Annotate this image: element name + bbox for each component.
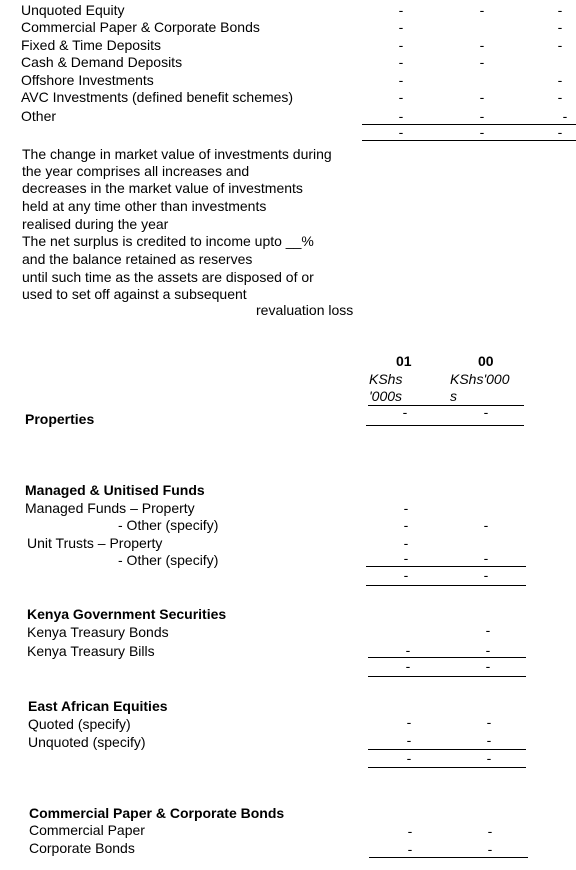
value-dash: - (557, 72, 563, 88)
value-dash: - (403, 517, 409, 533)
list-item: Offshore Investments (21, 72, 154, 88)
value-dash: - (398, 19, 404, 35)
subtotal-line (368, 749, 526, 750)
table-row: - Other (specify) (118, 552, 219, 568)
section-heading: Properties (25, 411, 95, 427)
note-line: revaluation loss (256, 302, 354, 318)
column-unit: '000s (369, 388, 403, 404)
table-row: - Other (specify) (118, 517, 219, 533)
total-line (366, 425, 524, 426)
total-line (368, 767, 526, 768)
total-dash: - (398, 124, 404, 140)
total-dash: - (483, 567, 489, 583)
value-dash: - (403, 535, 409, 551)
section-heading: Commercial Paper & Corporate Bonds (29, 805, 285, 821)
value-dash: - (398, 2, 404, 18)
value-dash: - (557, 2, 563, 18)
table-row: Kenya Treasury Bills (27, 643, 155, 659)
list-item: Commercial Paper & Corporate Bonds (21, 19, 260, 35)
column-unit: KShs (369, 371, 403, 387)
value-dash: - (398, 108, 404, 124)
column-year: 00 (478, 353, 494, 369)
note-line: decreases in the market value of investments (22, 180, 303, 196)
value-dash: - (487, 823, 493, 839)
total-line (362, 140, 576, 141)
value-dash: - (407, 841, 413, 857)
table-row: Unquoted (specify) (28, 734, 146, 750)
value-dash: - (485, 642, 491, 658)
value-dash: - (483, 550, 489, 566)
total-dash: - (405, 658, 411, 674)
table-row: Kenya Treasury Bonds (27, 624, 169, 640)
value-dash: - (483, 404, 489, 420)
value-dash: - (562, 108, 568, 124)
note-line: used to set off against a subsequent (22, 286, 247, 302)
list-item: Fixed & Time Deposits (21, 37, 162, 53)
note-line: held at any time other than investments (22, 198, 267, 214)
value-dash: - (479, 89, 485, 105)
total-line (366, 585, 526, 586)
total-dash: - (403, 567, 409, 583)
header-underline (368, 405, 524, 406)
note-line: The change in market value of investments during (22, 146, 332, 162)
table-row: Commercial Paper (29, 822, 145, 838)
column-unit: KShs'000 (450, 371, 510, 387)
value-dash: - (479, 108, 485, 124)
subtotal-line (368, 657, 526, 658)
value-dash: - (479, 54, 485, 70)
total-dash: - (479, 124, 485, 140)
value-dash: - (398, 72, 404, 88)
note-line: realised during the year (22, 216, 169, 232)
section-heading: Kenya Government Securities (27, 606, 227, 622)
value-dash: - (406, 714, 412, 730)
list-item: AVC Investments (defined benefit schemes) (21, 89, 294, 105)
note-line: and the balance retained as reserves (22, 251, 253, 267)
table-row: Quoted (specify) (28, 716, 131, 732)
value-dash: - (479, 37, 485, 53)
table-row: Corporate Bonds (29, 840, 135, 856)
table-row: Managed Funds – Property (25, 500, 195, 516)
value-dash: - (485, 622, 491, 638)
value-dash: - (557, 37, 563, 53)
total-dash: - (557, 124, 563, 140)
section-heading: Managed & Unitised Funds (25, 482, 205, 498)
value-dash: - (398, 37, 404, 53)
note-line: the year comprises all increases and (22, 163, 250, 179)
value-dash: - (483, 517, 489, 533)
value-dash: - (557, 19, 563, 35)
subtotal-line (366, 566, 526, 567)
column-unit: s (450, 388, 457, 404)
total-line (368, 676, 526, 677)
total-dash: - (406, 750, 412, 766)
list-item: Unquoted Equity (21, 2, 125, 18)
value-dash: - (486, 732, 492, 748)
subtotal-line (369, 857, 528, 858)
value-dash: - (557, 89, 563, 105)
value-dash: - (402, 404, 408, 420)
list-item: Cash & Demand Deposits (21, 54, 183, 70)
subtotal-line (362, 124, 576, 125)
note-line: The net surplus is credited to income upto __% (22, 233, 314, 249)
value-dash: - (405, 642, 411, 658)
value-dash: - (406, 732, 412, 748)
note-line: until such time as the assets are disposed of or (22, 269, 314, 285)
list-item: Other (21, 108, 57, 124)
value-dash: - (398, 54, 404, 70)
total-dash: - (486, 750, 492, 766)
value-dash: - (487, 841, 493, 857)
column-year: 01 (396, 353, 412, 369)
value-dash: - (398, 89, 404, 105)
section-heading: East African Equities (28, 698, 168, 714)
total-dash: - (485, 658, 491, 674)
table-row: Unit Trusts – Property (27, 535, 163, 551)
value-dash: - (403, 500, 409, 516)
value-dash: - (407, 823, 413, 839)
value-dash: - (479, 2, 485, 18)
value-dash: - (403, 550, 409, 566)
value-dash: - (486, 714, 492, 730)
